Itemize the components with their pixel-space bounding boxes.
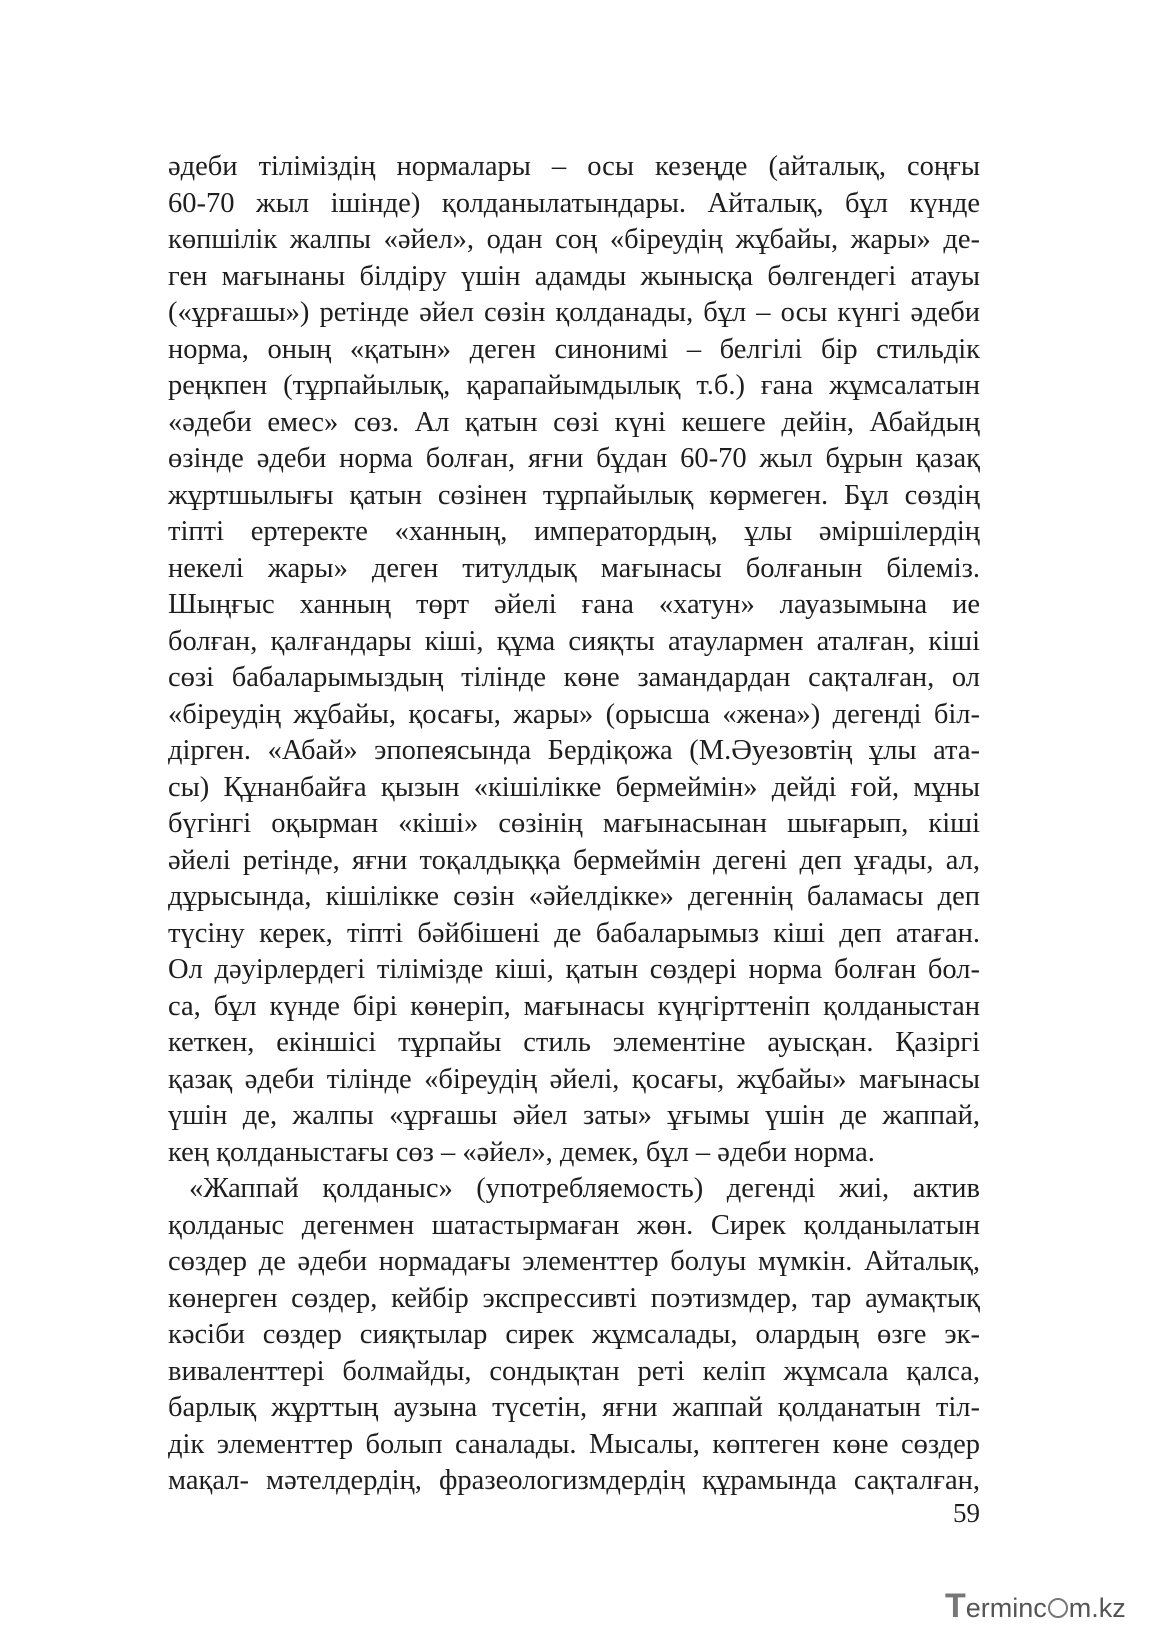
text-line: дірген. «Абай» эпопеясында Бердіқожа (М.Әуезовтің ұлы ата- [168, 735, 980, 766]
text-line: Ол дәуірлердегі тілімізде кіші, қатын сөздері норма болған бол- [168, 954, 980, 985]
text-line: виваленттері болмайды, сондықтан реті келіп жұмсала қалса, [168, 1355, 980, 1387]
text-line: дұрысында, кішілікке сөзін «әйелдікке» дегеннің баламасы деп [168, 881, 980, 912]
text-line: сөзі бабаларымыздың тілінде көне замандардан сақталған, ол [168, 662, 980, 693]
watermark-logo [945, 1586, 1145, 1626]
text-line: сөздер де әдеби нормадағы элементтер болуы мүмкін. Айталық, [168, 1246, 980, 1277]
watermark-text-b: m.kz [1068, 1593, 1126, 1623]
text-line: үшін де, жалпы «ұрғашы әйел заты» ұғымы үшін де жаппай, [168, 1100, 980, 1131]
text-line: «әдеби емес» сөз. Ал қатын сөзі күні кешеге дейін, Абайдың [168, 406, 980, 438]
text-line: мақал- мәтелдердің, фразеологизмдердің құрамында сақталған, [168, 1465, 980, 1496]
text-line: 60-70 жыл ішінде) қолданылатындары. Айталық, бұл күнде [168, 187, 980, 219]
watermark-t: T [945, 1587, 966, 1625]
text-line: тіпті ертеректе «ханның, императордың, ұлы әміршілердің [168, 516, 980, 547]
text-line: кеткен, екіншісі тұрпайы стиль элементіне ауысқан. Қазіргі [168, 1027, 980, 1058]
magnifier-icon [1048, 1598, 1068, 1618]
watermark-text-a: erminc [965, 1593, 1047, 1623]
text-line: («ұрғашы») ретінде әйел сөзін қолданады, бұл – осы күнгі әдеби [168, 297, 980, 328]
text-line: түсіну керек, тіпті бәйбішені де бабаларымыз кіші деп атаған. [168, 917, 980, 949]
text-line: өзінде әдеби норма болған, яғни бұдан 60-70 жыл бұрын қазақ [168, 443, 980, 474]
text-line: жұртшылығы қатын сөзінен тұрпайылық көрмеген. Бұл сөздің [168, 479, 980, 511]
text-line: барлық жұрттың аузына түсетін, яғни жаппай қолданатын тіл- [168, 1392, 980, 1423]
text-line: қолданыс дегенмен шатастырмаған жөн. Сирек қолданылатын [168, 1209, 980, 1241]
text-line: норма, оның «қатын» деген синонимі – белгілі бір стильдік [168, 333, 980, 365]
text-line: реңкпен (тұрпайылық, қарапайымдылық т.б.) ғана жұмсалатын [168, 370, 980, 401]
text-line: көнерген сөздер, кейбір экспрессивті поэтизмдер, тар аумақтық [168, 1282, 980, 1314]
body-text [168, 149, 980, 1500]
text-line: ген мағынаны білдіру үшін адамды жынысқа бөлгендегі атауы [168, 260, 980, 292]
text-line: кәсіби сөздер сияқтылар сирек жұмсалады, олардың өзге эк- [168, 1319, 980, 1350]
text-line: әйелі ретінде, яғни тоқалдыққа бермеймін дегені деп ұғады, ал, [168, 844, 980, 876]
text-line: сы) Құнанбайға қызын «кішілікке бермеймін» дейді ғой, мұны [168, 771, 980, 803]
page-number: 59 [953, 1498, 980, 1528]
text-line: «Жаппай қолданыс» (употребляемость) дегенді жиі, актив [189, 1173, 980, 1204]
text-line: «біреудің жұбайы, қосағы, жары» (орысша «жена») дегенді біл- [168, 698, 980, 730]
text-line: са, бұл күнде бірі көнеріп, мағынасы күңгірттеніп қолданыстан [168, 990, 980, 1022]
text-line: бүгінгі оқырман «кіші» сөзінің мағынасынан шығарып, кіші [168, 808, 980, 839]
text-line: қазақ әдеби тілінде «біреудің әйелі, қосағы, жұбайы» мағынасы [168, 1063, 980, 1095]
text-line: кең қолданыстағы сөз – «әйел», демек, бұл – әдеби норма. [168, 1136, 875, 1168]
text-line: некелі жары» деген титулдық мағынасы болғанын білеміз. [168, 552, 980, 584]
text-line: көпшілік жалпы «әйел», одан соң «біреудің жұбайы, жары» де- [168, 224, 980, 255]
text-line: болған, қалғандары кіші, құма сияқты атаулармен аталған, кіші [168, 625, 980, 657]
text-line: Шыңғыс ханның төрт әйелі ғана «хатун» лауазымына ие [168, 589, 980, 620]
text-line: әдеби тіліміздің нормалары – осы кезеңде (айталық, соңғы [168, 151, 980, 182]
text-line: дік элементтер болып саналады. Мысалы, көптеген көне сөздер [168, 1428, 980, 1460]
